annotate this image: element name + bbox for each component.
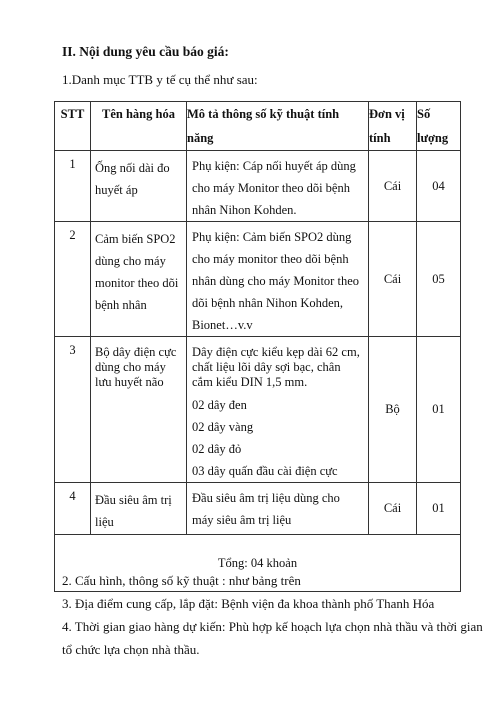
header-desc: Mô tả thông số kỹ thuật tính năng <box>187 102 369 151</box>
row-stt: 2 <box>55 222 91 337</box>
row-unit: Cái <box>369 222 417 337</box>
row-desc <box>187 337 369 483</box>
intro-line: 1.Danh mục TTB y tế cụ thể như sau: <box>62 72 258 87</box>
row-qty: 01 <box>417 483 461 535</box>
header-qty-line2: lượng <box>417 131 449 145</box>
row-desc: Phụ kiện: Cáp nối huyết áp dùng cho máy Monitor theo dõi bệnh nhân Nihon Kohden. <box>187 151 369 222</box>
row-desc-main: Dây điện cực kiểu kẹp dài 62 cm, chất liệu lõi dây sợi bạc, chân cắm kiểu DIN 1,5 mm. <box>192 345 360 389</box>
header-qty <box>417 102 461 151</box>
row-name: Cảm biến SPO2 dùng cho máy monitor theo dõi bệnh nhân <box>91 222 187 337</box>
header-qty-line1: Số <box>417 107 431 121</box>
row-stt: 4 <box>55 483 91 535</box>
header-unit <box>369 102 417 151</box>
footer-line-2: 2. Cấu hình, thông số kỹ thuật : như bảng trên <box>62 573 301 588</box>
header-unit-line1: Đơn vị <box>369 107 405 121</box>
row-desc-item: 03 dây quấn đầu cài điện cực <box>192 464 338 478</box>
row-desc-item: 02 dây đen <box>192 398 247 412</box>
table-row <box>55 483 461 535</box>
header-unit-line2: tính <box>369 131 391 145</box>
footer-line-4-cont: tổ chức lựa chọn nhà thầu. <box>62 642 200 657</box>
table-row <box>55 151 461 222</box>
header-name: Tên hàng hóa <box>91 102 187 151</box>
row-qty: 01 <box>417 337 461 483</box>
row-unit: Bộ <box>369 337 417 483</box>
table-total: Tổng: 04 khoản <box>55 535 461 592</box>
equipment-table <box>54 101 461 592</box>
row-desc: Đầu siêu âm trị liệu dùng cho máy siêu âm trị liệu <box>187 483 369 535</box>
row-desc: Phụ kiện: Cảm biến SPO2 dùng cho máy monitor theo dõi bệnh nhân dùng cho máy Monitor theo dõi bệnh nhân Nihon Kohden, Bionet…v.v <box>187 222 369 337</box>
footer-line-3: 3. Địa điểm cung cấp, lắp đặt: Bệnh viện đa khoa thành phố Thanh Hóa <box>62 596 435 611</box>
row-desc-item: 02 dây vàng <box>192 420 254 434</box>
row-qty: 05 <box>417 222 461 337</box>
row-stt: 1 <box>55 151 91 222</box>
row-name: Ống nối dài đo huyết áp <box>91 151 187 222</box>
header-stt: STT <box>55 102 91 151</box>
row-name: Bộ dây điện cực dùng cho máy lưu huyết não <box>91 337 187 483</box>
section-heading: II. Nội dung yêu cầu báo giá: <box>62 44 229 59</box>
row-name: Đầu siêu âm trị liệu <box>91 483 187 535</box>
table-header-row <box>55 102 461 151</box>
table-row <box>55 337 461 483</box>
footer-line-4: 4. Thời gian giao hàng dự kiến: Phù hợp kế hoạch lựa chọn nhà thầu và thời gian <box>62 619 483 634</box>
table-row <box>55 222 461 337</box>
row-unit: Cái <box>369 483 417 535</box>
row-desc-item: 02 dây đỏ <box>192 442 242 456</box>
row-stt: 3 <box>55 337 91 483</box>
row-unit: Cái <box>369 151 417 222</box>
row-qty: 04 <box>417 151 461 222</box>
